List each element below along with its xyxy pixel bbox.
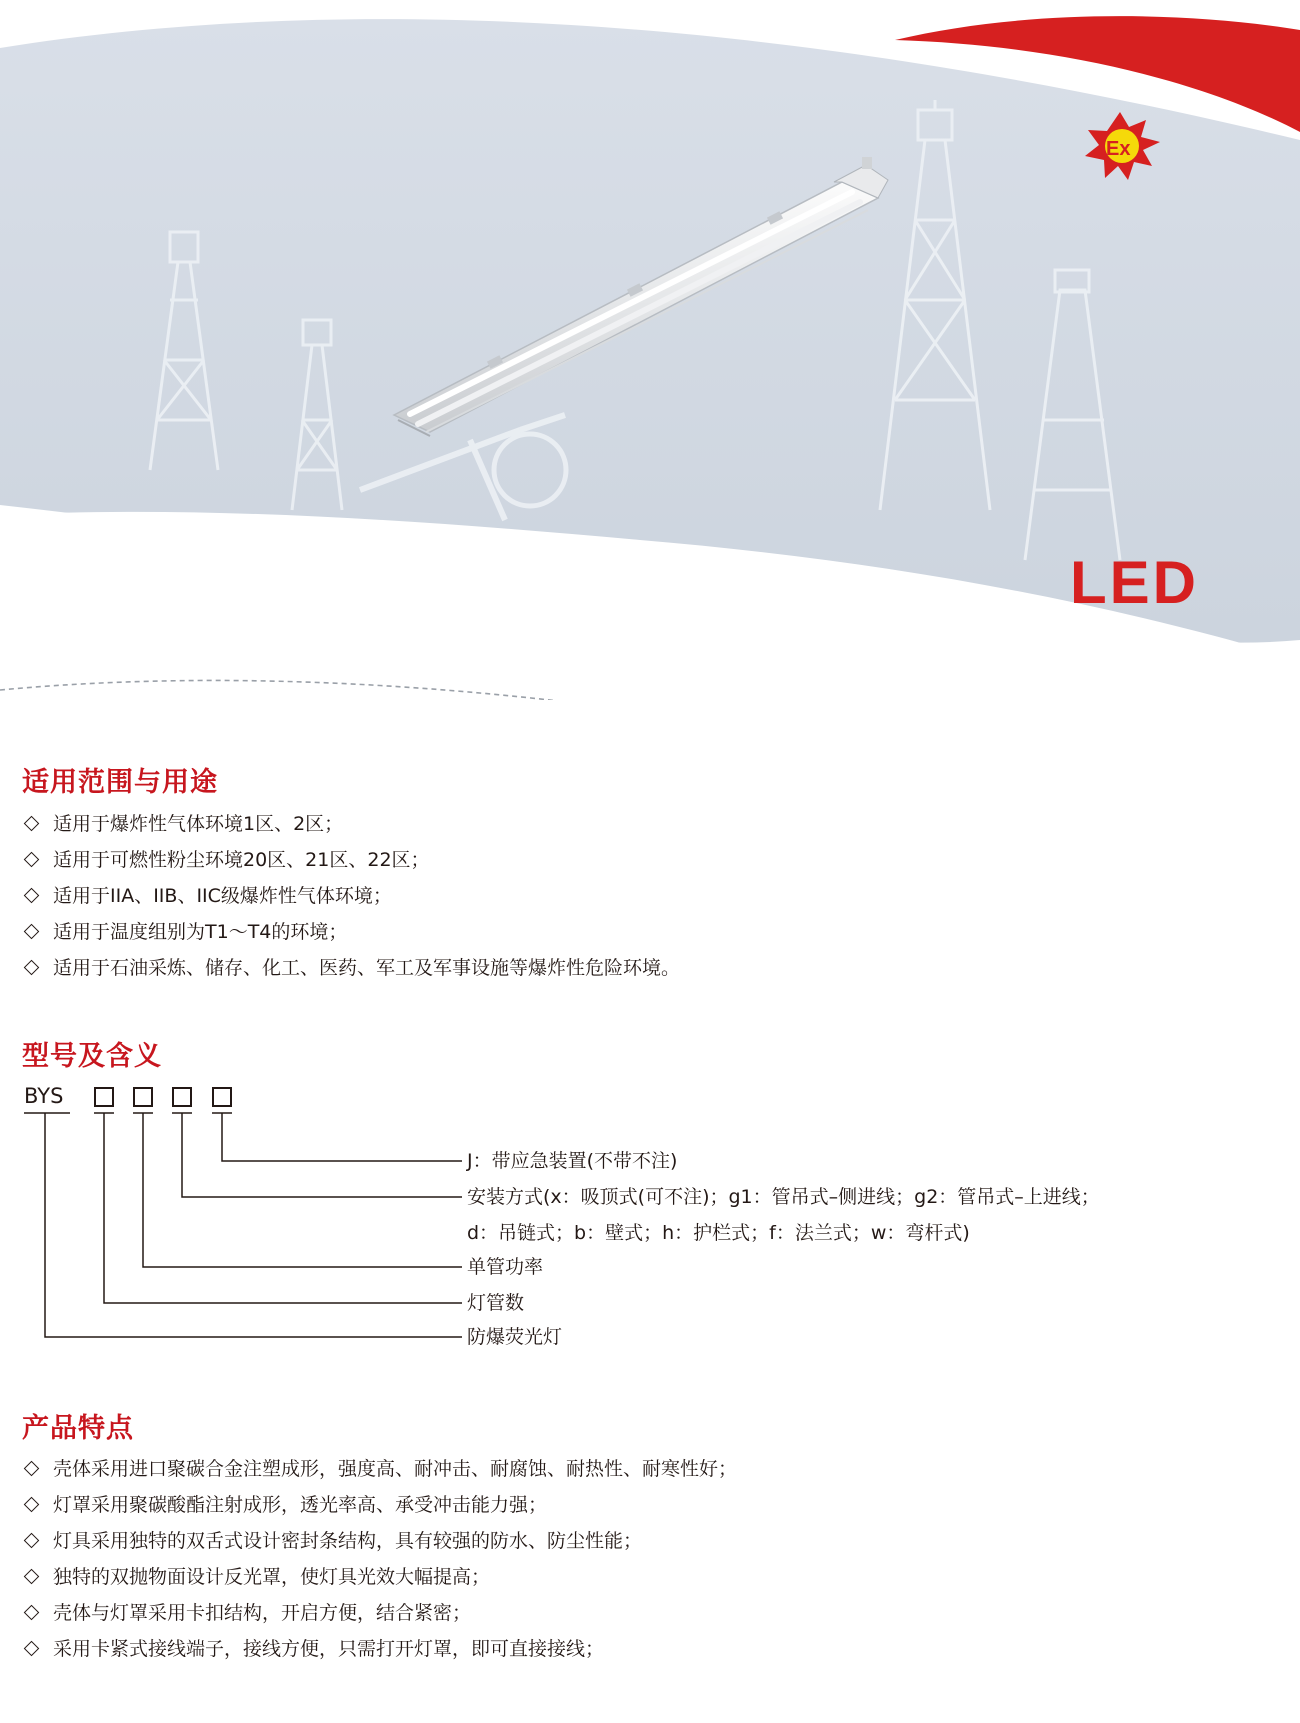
scope-list (22, 806, 680, 986)
list-item: 适用于可燃性粉尘环境20区、21区、22区； (22, 842, 680, 878)
diamond-bullet-icon (24, 1641, 40, 1657)
list-item: 壳体采用进口聚碳合金注塑成形，强度高、耐冲击、耐腐蚀、耐热性、耐寒性好； (22, 1451, 737, 1487)
model-label-fixture-type: 防爆荧光灯 (467, 1326, 563, 1348)
model-prefix: BYS (24, 1084, 64, 1108)
list-item: 采用卡紧式接线端子，接线方便，只需打开灯罩，即可直接接线； (22, 1631, 737, 1667)
diamond-bullet-icon (24, 1533, 40, 1549)
diamond-bullet-icon (24, 924, 40, 940)
model-label-mounting: 安装方式(x：吸顶式(可不注)；g1：管吊式–侧进线；g2：管吊式–上进线； (467, 1186, 1100, 1208)
model-label-emergency: J：带应急装置(不带不注) (467, 1150, 678, 1172)
diamond-bullet-icon (24, 1569, 40, 1585)
model-heading: 型号及含义 (22, 1041, 162, 1072)
svg-text:Ex: Ex (1106, 138, 1131, 160)
list-item: 适用于爆炸性气体环境1区、2区； (22, 806, 680, 842)
diamond-bullet-icon (24, 816, 40, 832)
features-heading: 产品特点 (22, 1413, 134, 1444)
scope-heading: 适用范围与用途 (22, 767, 218, 798)
diamond-bullet-icon (24, 1497, 40, 1513)
list-item: 灯罩采用聚碳酸酯注射成形，透光率高、承受冲击能力强； (22, 1487, 737, 1523)
model-code-connector-lines (0, 1070, 1300, 1360)
product-badge-led: LED (1070, 549, 1199, 616)
diamond-bullet-icon (24, 888, 40, 904)
list-item: 适用于IIA、IIB、IIC级爆炸性气体环境； (22, 878, 680, 914)
diamond-bullet-icon (24, 852, 40, 868)
model-label-mounting-cont: d：吊链式；b：壁式；h：护栏式；f：法兰式；w：弯杆式) (467, 1222, 970, 1244)
features-list (22, 1451, 737, 1667)
list-item: 适用于石油采炼、储存、化工、医药、军工及军事设施等爆炸性危险环境。 (22, 950, 680, 986)
list-item: 壳体与灯罩采用卡扣结构，开启方便，结合紧密； (22, 1595, 737, 1631)
list-item: 灯具采用独特的双舌式设计密封条结构，具有较强的防水、防尘性能； (22, 1523, 737, 1559)
list-item: 独特的双抛物面设计反光罩，使灯具光效大幅提高； (22, 1559, 737, 1595)
list-item: 适用于温度组别为T1～T4的环境； (22, 914, 680, 950)
diamond-bullet-icon (24, 1605, 40, 1621)
diamond-bullet-icon (24, 960, 40, 976)
model-label-tube-power: 单管功率 (467, 1256, 544, 1278)
model-label-tube-count: 灯管数 (467, 1292, 525, 1314)
diamond-bullet-icon (24, 1461, 40, 1477)
